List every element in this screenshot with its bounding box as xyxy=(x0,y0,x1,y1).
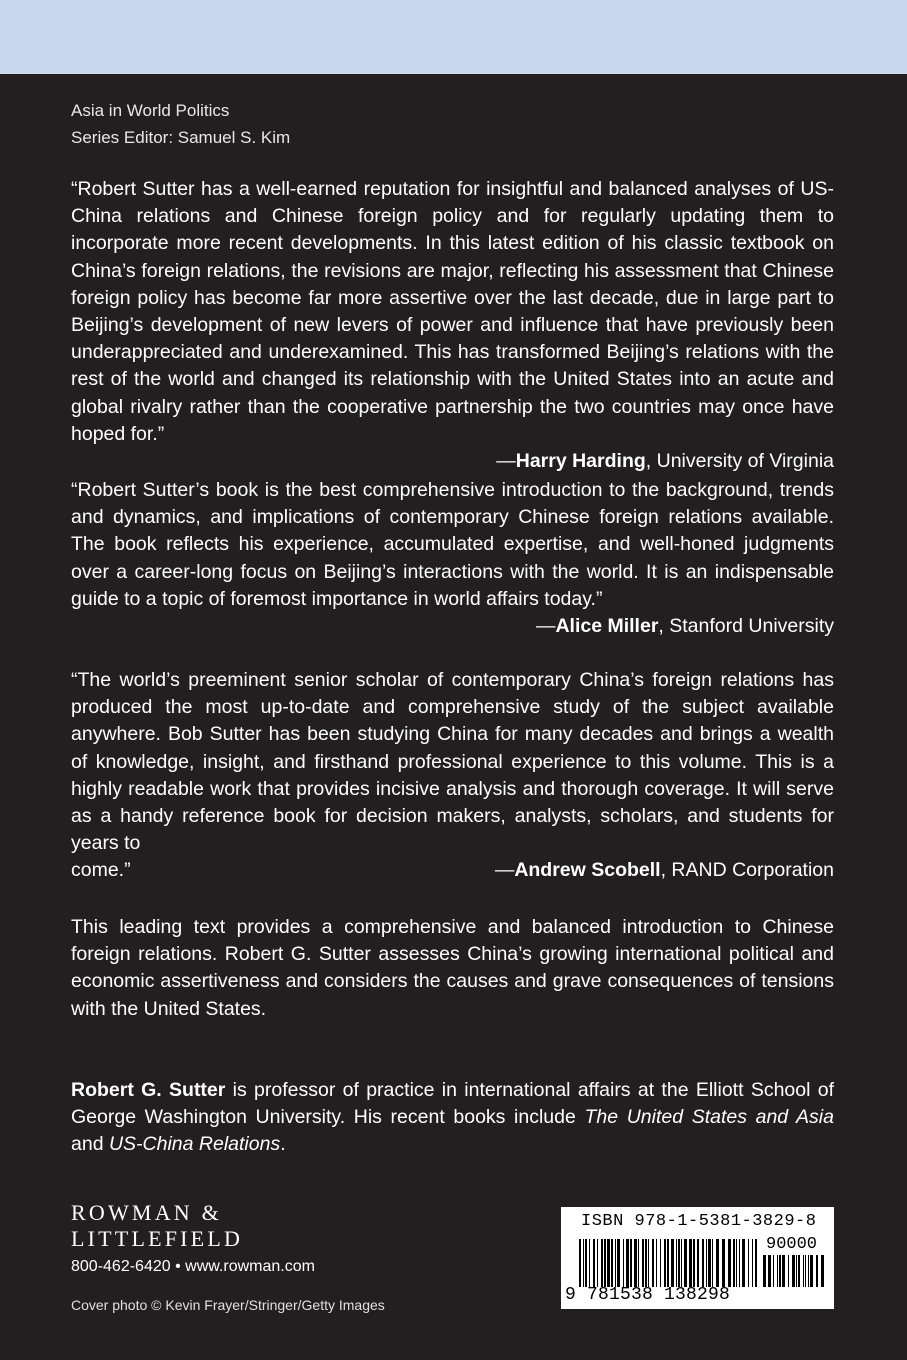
barcode-bar xyxy=(752,1239,753,1287)
publisher-line2: LITTLEFIELD xyxy=(71,1226,244,1251)
barcode-bar xyxy=(593,1239,595,1287)
barcode-bar xyxy=(579,1239,581,1287)
barcode-bar xyxy=(748,1239,749,1287)
book-title: US-China Relations xyxy=(108,1133,281,1156)
quote-text: “The world’s preeminent senior scholar of contemporary China’s foreign relations has produced the most up-to-date and comprehensive study of the subject available anywhere. Bob Sutter has been studying China for many decades and brings a wealth of knowledge, insight, and firsthand professional experience to this volume. This is a highly readable work that provides incisive analysis and thorough coverage. It will serve as a handy reference book for decision makers, analysts, scholars, and students for years to xyxy=(71,669,834,855)
barcode-bar xyxy=(645,1239,647,1287)
barcode-bar xyxy=(678,1239,680,1287)
publisher-logo xyxy=(71,1200,243,1252)
barcode-bar xyxy=(810,1255,813,1287)
barcode-bar xyxy=(796,1255,797,1287)
barcode-bar xyxy=(816,1255,818,1287)
barcode-bar xyxy=(660,1239,661,1287)
price-code: 90000 xyxy=(766,1235,818,1254)
barcode-bar xyxy=(779,1255,781,1287)
barcode-bar xyxy=(733,1239,735,1287)
barcode-bar xyxy=(597,1239,598,1287)
barcode-bar xyxy=(798,1255,800,1287)
quote-scobell xyxy=(71,667,834,885)
barcode-bars xyxy=(579,1239,757,1287)
barcode-bar xyxy=(615,1239,616,1287)
barcode-bar xyxy=(697,1239,699,1287)
barcode-bar xyxy=(630,1239,632,1287)
quote-harding xyxy=(71,176,834,475)
barcode-bar xyxy=(702,1239,704,1287)
barcode-bar xyxy=(805,1255,806,1287)
publisher-contact: 800-462-6420 • www.rowman.com xyxy=(71,1258,315,1275)
barcode-bar xyxy=(803,1255,804,1287)
quote-text: “Robert Sutter has a well-earned reputation for insightful and balanced analyses of US-China relations and Chinese foreign policy and for regularly updating them to incorporate more recent developments. In this latest edition of his classic textbook on China’s foreign relations, the revisions are major, reflecting his assessment that Chinese foreign policy has become far more assertive over the last decade, due in large part to Beijing’s development of new levers of power and influence that have previously been underappreciated and underexamined. This has transformed Beijing’s relations with the rest of the world and changed its relationship with the United States into an acute and global rivalry rather than the cooperative partnership the two countries may once have hoped for.” xyxy=(71,178,834,445)
barcode-bar xyxy=(788,1255,789,1287)
quote-text-end: come.” xyxy=(71,859,131,882)
barcode-bar xyxy=(601,1239,603,1287)
barcode-bar xyxy=(583,1239,584,1287)
barcode-digits: 9 781538 138298 xyxy=(565,1285,731,1305)
quote-author-affiliation: , University of Virginia xyxy=(645,450,834,473)
barcode-bar xyxy=(634,1239,637,1287)
top-color-band xyxy=(0,0,907,74)
quote-text: “Robert Sutter’s book is the best comprehensive introduction to the background, trends and dynamics, and implications of contemporary Chinese foreign relations available. The book reflects his experience, accumulated expertise, and well-honed judgments over a career-long focus on Beijing’s interactions with the world. It is an indispensable guide to a topic of foremost importance in world affairs today.” xyxy=(71,479,834,610)
barcode-bar xyxy=(638,1239,639,1287)
quote-attribution: —Harry Harding, University of Virginia xyxy=(496,450,834,473)
barcode-bar xyxy=(821,1255,824,1287)
barcode-bar xyxy=(623,1239,624,1287)
barcode-bar xyxy=(768,1255,771,1287)
barcode-bar xyxy=(808,1255,809,1287)
barcode-bar xyxy=(739,1239,740,1287)
barcode-bar xyxy=(585,1239,587,1287)
isbn-number: ISBN 978-1-5381-3829-8 xyxy=(581,1212,817,1231)
quote-author-name: Andrew Scobell xyxy=(514,859,661,882)
barcode-bar xyxy=(664,1239,666,1287)
book-title: The United States and Asia xyxy=(584,1106,834,1129)
book-description: This leading text provides a comprehensive and balanced introduction to Chinese foreign relations. Robert G. Sutter assesses China’s growing international political and economic assertiveness and considers the causes and grave consequences of tensions with the United States. xyxy=(71,916,834,1020)
series-editor: Series Editor: Samuel S. Kim xyxy=(71,128,291,147)
quote-last-line xyxy=(71,857,834,884)
barcode-bar xyxy=(763,1255,766,1287)
barcode-bar xyxy=(708,1239,711,1287)
barcode-bar xyxy=(626,1239,629,1287)
barcode-bar xyxy=(617,1239,620,1287)
barcode-bar xyxy=(693,1239,695,1287)
barcode-bar xyxy=(736,1239,737,1287)
barcode-bar xyxy=(722,1239,725,1287)
barcode-bar xyxy=(648,1239,649,1287)
barcode-bar xyxy=(656,1239,657,1287)
barcode-bar xyxy=(716,1239,719,1287)
barcode-bar xyxy=(642,1239,644,1287)
isbn-barcode xyxy=(561,1207,834,1309)
cover-photo-credit: Cover photo © Kevin Frayer/Stringer/Getty Images xyxy=(71,1297,385,1313)
quote-author-name: Harry Harding xyxy=(515,450,646,473)
barcode-bar xyxy=(671,1239,674,1287)
quote-author-name: Alice Miller xyxy=(555,615,659,638)
quote-author-affiliation: , RAND Corporation xyxy=(660,859,834,882)
barcode-bar xyxy=(611,1239,613,1287)
barcode-bar xyxy=(755,1239,757,1287)
quote-author-affiliation: , Stanford University xyxy=(658,615,834,638)
barcode-bar xyxy=(676,1239,677,1287)
barcode-bar xyxy=(777,1255,778,1287)
publisher-line1: ROWMAN & xyxy=(71,1200,222,1225)
barcode-bar xyxy=(712,1239,713,1287)
barcode-bar xyxy=(706,1239,707,1287)
quote-attribution: —Andrew Scobell, RAND Corporation xyxy=(494,859,834,882)
barcode-bar xyxy=(728,1239,731,1287)
barcode-bar xyxy=(604,1239,606,1287)
barcode-bar xyxy=(684,1239,687,1287)
barcode-bar xyxy=(773,1255,774,1287)
barcode-addon-bars xyxy=(763,1255,825,1287)
barcode-bar xyxy=(689,1239,692,1287)
author-bio: Robert G. Sutter is professor of practice in international affairs at the Elliott School of George Washington University. His recent books include The United States and Asia and US-China Relations. xyxy=(71,1079,835,1156)
barcode-bar xyxy=(652,1239,654,1287)
quote-attribution: —Alice Miller, Stanford University xyxy=(535,615,834,638)
barcode-bar xyxy=(681,1239,682,1287)
quote-miller xyxy=(71,477,834,640)
barcode-bar xyxy=(607,1239,610,1287)
barcode-bar xyxy=(589,1239,590,1287)
series-title: Asia in World Politics xyxy=(71,101,230,120)
barcode-bar xyxy=(742,1239,745,1287)
author-name: Robert G. Sutter xyxy=(71,1079,226,1101)
barcode-bar xyxy=(667,1239,669,1287)
series-info xyxy=(71,97,290,151)
barcode-bar xyxy=(792,1255,795,1287)
barcode-bar xyxy=(782,1255,785,1287)
